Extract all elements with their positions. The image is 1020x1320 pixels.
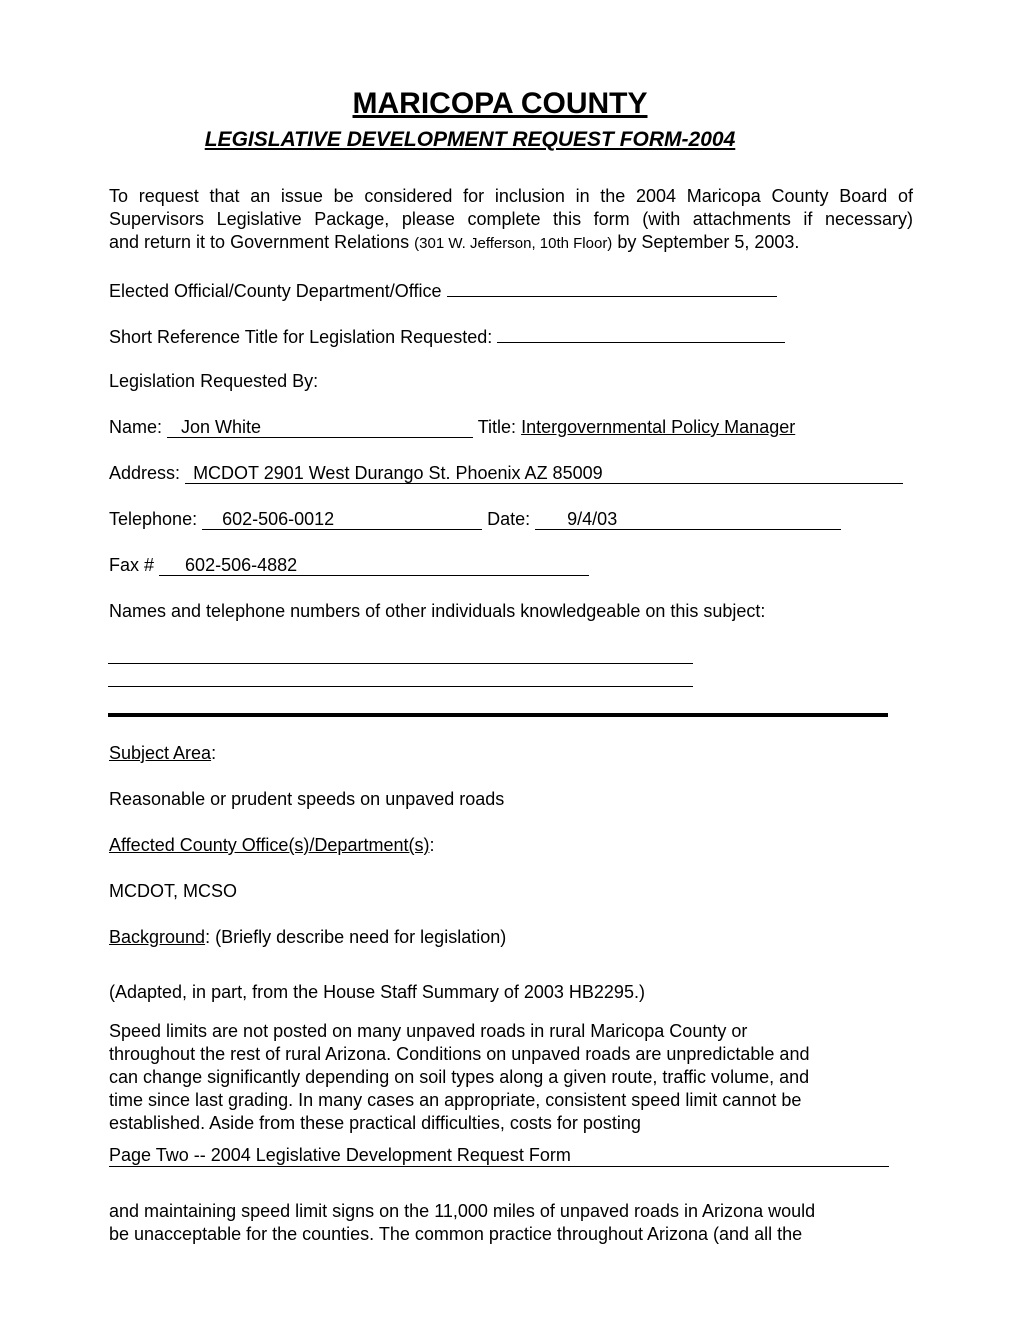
telephone-field[interactable] bbox=[202, 509, 482, 530]
page-title: MARICOPA COUNTY bbox=[352, 87, 648, 120]
affected-value: MCDOT, MCSO bbox=[109, 881, 237, 901]
date-label: Date: bbox=[487, 509, 531, 529]
date-value: 9/4/03 bbox=[567, 509, 618, 529]
intro-line-2: Supervisors Legislative Package, please complete this form (with attachments if necessary) bbox=[109, 209, 913, 229]
fax-label: Fax # bbox=[109, 555, 155, 575]
continued-body bbox=[109, 1200, 815, 1246]
background-line: time since last grading. In many cases an appropriate, consistent speed limit cannot be bbox=[109, 1090, 802, 1110]
telephone-label: Telephone: bbox=[109, 509, 198, 529]
name-label: Name: bbox=[109, 417, 163, 437]
requested-by-label: Legislation Requested By: bbox=[109, 371, 319, 391]
background-label: Background bbox=[109, 927, 206, 947]
intro-line-1: To request that an issue be considered for inclusion in the 2004 Maricopa County Board of bbox=[109, 186, 913, 206]
fax-row bbox=[109, 554, 589, 576]
affected-heading bbox=[109, 834, 434, 856]
page-two-header: Page Two -- 2004 Legislative Development Request Form bbox=[109, 1144, 889, 1167]
subject-area-heading bbox=[109, 742, 216, 764]
name-field[interactable] bbox=[167, 417, 473, 438]
form-subtitle: LEGISLATIVE DEVELOPMENT REQUEST FORM-2004 bbox=[204, 128, 736, 151]
telephone-date-row bbox=[109, 508, 841, 530]
subject-area-label: Subject Area bbox=[109, 743, 212, 763]
background-line: Speed limits are not posted on many unpaved roads in rural Maricopa County or bbox=[109, 1021, 748, 1041]
background-line: established. Aside from these practical difficulties, costs for posting bbox=[109, 1113, 641, 1133]
fax-field[interactable] bbox=[159, 555, 589, 576]
subject-area-value: Reasonable or prudent speeds on unpaved roads bbox=[109, 789, 505, 809]
adapted-note: (Adapted, in part, from the House Staff Summary of 2003 HB2295.) bbox=[109, 982, 645, 1002]
elected-official-field[interactable] bbox=[447, 278, 777, 297]
telephone-value: 602-506-0012 bbox=[222, 509, 335, 529]
background-heading bbox=[109, 926, 506, 948]
affected-colon: : bbox=[429, 835, 435, 855]
background-body bbox=[109, 1020, 809, 1135]
short-title-row bbox=[109, 324, 785, 348]
affected-label: Affected County Office(s)/Department(s) bbox=[109, 835, 430, 855]
short-title-label: Short Reference Title for Legislation Requested: bbox=[109, 327, 493, 347]
elected-official-label: Elected Official/County Department/Office bbox=[109, 281, 442, 301]
elected-official-row bbox=[109, 278, 777, 302]
name-value: Jon White bbox=[181, 417, 262, 437]
subject-area-colon: : bbox=[211, 743, 217, 763]
background-line: throughout the rest of rural Arizona. Conditions on unpaved roads are unpredictable and bbox=[109, 1044, 810, 1064]
address-row bbox=[109, 462, 903, 484]
section-divider bbox=[108, 713, 888, 717]
others-line-2[interactable] bbox=[108, 686, 693, 687]
intro-line-3-start: and return it to Government Relations bbox=[109, 232, 415, 252]
address-value: MCDOT 2901 West Durango St. Phoenix AZ 85009 bbox=[193, 463, 603, 483]
continued-line: and maintaining speed limit signs on the 11,000 miles of unpaved roads in Arizona would bbox=[109, 1201, 816, 1221]
fax-value: 602-506-4882 bbox=[185, 555, 298, 575]
continued-line: be unacceptable for the counties. The common practice throughout Arizona (and all the bbox=[109, 1224, 803, 1244]
title-label: Title: bbox=[477, 417, 517, 437]
others-line-1[interactable] bbox=[108, 663, 693, 664]
background-hint: : (Briefly describe need for legislation) bbox=[205, 927, 507, 947]
date-field[interactable] bbox=[535, 509, 841, 530]
others-label: Names and telephone numbers of other individuals knowledgeable on this subject: bbox=[109, 601, 766, 621]
title-value[interactable]: Intergovernmental Policy Manager bbox=[521, 417, 796, 437]
intro-paragraph bbox=[109, 185, 913, 255]
address-field[interactable] bbox=[185, 463, 903, 484]
address-label: Address: bbox=[109, 463, 181, 483]
short-title-field[interactable] bbox=[497, 324, 785, 343]
intro-address: (301 W. Jefferson, 10th Floor) bbox=[414, 235, 613, 252]
name-title-row bbox=[109, 416, 795, 438]
background-line: can change significantly depending on soil types along a given route, traffic volume, and bbox=[109, 1067, 810, 1087]
intro-line-3-end: by September 5, 2003. bbox=[612, 232, 800, 252]
intro-line-3 bbox=[109, 231, 913, 255]
